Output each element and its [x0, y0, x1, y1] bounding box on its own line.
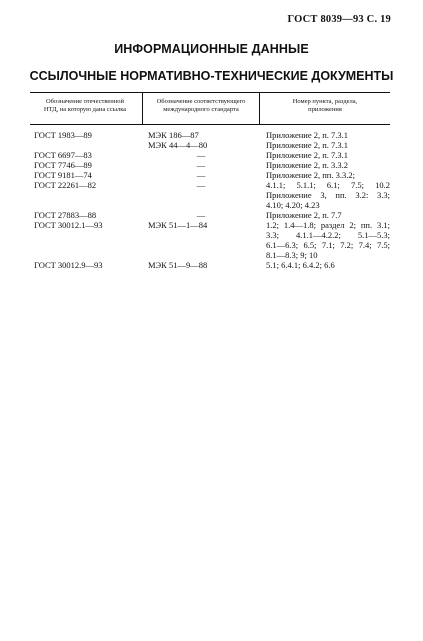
clause-reference: [260, 150, 390, 160]
clause-reference: [260, 130, 390, 140]
clause-line: 3.3; 4.1.1—4.2.2; 5.1—5.3;: [266, 230, 390, 240]
table-row: [30, 130, 390, 140]
table-row: [30, 170, 390, 180]
column-header-domestic: [30, 93, 142, 124]
column-header-international: [142, 93, 260, 124]
clause-reference: [260, 180, 390, 210]
domestic-standard: ГОСТ 30012.9—93: [34, 260, 103, 270]
table-body: [30, 125, 390, 270]
domestic-standard: [30, 140, 142, 150]
international-standard: —: [196, 160, 206, 170]
clause-line: Приложение 2, п. 7.3.1: [266, 150, 349, 160]
clause-reference: [260, 210, 390, 220]
domestic-standard: ГОСТ 9181—74: [34, 170, 92, 180]
domestic-standard: ГОСТ 30012.1—93: [34, 220, 103, 230]
clause-line: Приложение 2, пп. 3.3.2;: [266, 170, 355, 180]
header-line: международного стандарта: [163, 106, 239, 113]
table-row: [30, 140, 390, 150]
section-subtitle: ССЫЛОЧНЫЕ НОРМАТИВНО-ТЕХНИЧЕСКИЕ ДОКУМЕНТЫ: [29, 69, 394, 83]
international-standard: —: [196, 150, 206, 160]
clause-reference: [260, 260, 390, 270]
table-row: [30, 210, 390, 220]
table-header: [30, 92, 390, 125]
international-standard: МЭК 44—4—80: [148, 140, 208, 150]
domestic-standard: ГОСТ 6697—83: [34, 150, 92, 160]
clause-reference: [260, 140, 390, 150]
clause-line: 5.1; 6.4.1; 6.4.2; 6.6: [266, 260, 335, 270]
clause-line: Приложение 2, п. 3.3.2: [266, 160, 349, 170]
references-table: [30, 92, 390, 270]
clause-line: 1.2; 1.4—1.8; раздел 2; пп. 3.1;: [266, 220, 390, 230]
table-row: [30, 260, 390, 270]
domestic-standard: ГОСТ 27883—88: [34, 210, 97, 220]
clause-line: Приложение 2, п. 7.3.1: [266, 140, 349, 150]
international-standard: МЭК 51—1—84: [148, 220, 208, 230]
clause-reference: [260, 170, 390, 180]
domestic-standard: ГОСТ 1983—89: [34, 130, 92, 140]
clause-line: 4.10; 4.20; 4.23: [266, 200, 320, 210]
header-line: Обозначение соответствующего: [156, 98, 246, 105]
international-standard: МЭК 186—87: [148, 130, 199, 140]
page-header: ГОСТ 8039—93 С. 19: [287, 14, 391, 25]
clause-line: 4.1.1; 5.1.1; 6.1; 7.5; 10.2: [266, 180, 390, 190]
table-row: [30, 160, 390, 170]
clause-line: Приложение 3, пп. 3.2: 3.3;: [266, 190, 390, 200]
clause-line: 6.1—6.3; 6.5; 7.1; 7.2; 7.4; 7.5;: [266, 240, 390, 250]
table-row: [30, 220, 390, 260]
domestic-standard: ГОСТ 22261—82: [34, 180, 97, 190]
clause-line: Приложение 2, п. 7.3.1: [266, 130, 349, 140]
header-line: Номер пункта, раздела,: [292, 98, 358, 105]
clause-reference: [260, 220, 390, 260]
domestic-standard: ГОСТ 7746—89: [34, 160, 92, 170]
clause-line: Приложение 2, п. 7.7: [266, 210, 342, 220]
column-header-clause: [260, 93, 390, 124]
international-standard: —: [196, 180, 206, 190]
header-line: приложения: [308, 106, 342, 113]
clause-reference: [260, 160, 390, 170]
header-line: НТД, на которую дана ссылка: [43, 106, 127, 113]
international-standard: —: [196, 210, 206, 220]
clause-line: 8.1—8.3; 9; 10: [266, 250, 318, 260]
international-standard: МЭК 51—9—88: [148, 260, 208, 270]
table-row: [30, 180, 390, 210]
header-line: Обозначение отечественной: [46, 98, 124, 105]
international-standard: —: [196, 170, 206, 180]
table-row: [30, 150, 390, 160]
section-title: ИНФОРМАЦИОННЫЕ ДАННЫЕ: [114, 42, 309, 56]
